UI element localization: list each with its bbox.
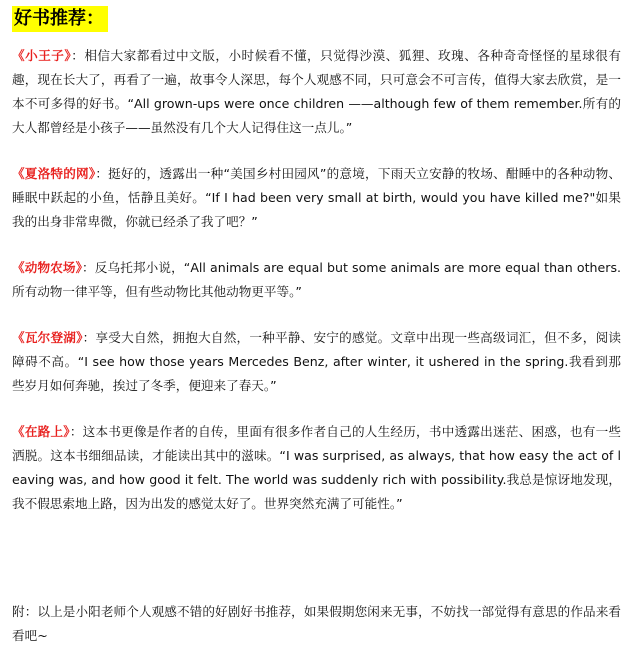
book-description: ：享受大自然，拥抱大自然，一种平静、安宁的感觉。文章中出现一些高级词汇，但不多，阅读障碍不高。“I see how those years Mercedes Benz, after winter, it ushered in the spring.我看到那些岁月如何奔驰，挨过了冬季，便迎来了春天。”: [12, 330, 622, 393]
book-description: ：挺好的，透露出一种“美国乡村田园风”的意境，下雨天立安静的牧场、酣睡中的各种动物、睡眠中跃起的小鱼，恬静且美好。“If I had been very small at birth, would you have killed me?"如果我的出身非常卑微，你就已经杀了我了吧？”: [12, 166, 621, 229]
book-entry-charlottes-web: [12, 162, 621, 234]
book-entry-little-prince: [12, 44, 621, 140]
book-entry-on-the-road: [12, 420, 621, 516]
book-title: 《小王子》: [12, 48, 72, 63]
book-entry-walden: [12, 326, 621, 398]
section-heading: 好书推荐：: [12, 6, 108, 32]
book-description: ：相信大家都看过中文版，小时候看不懂，只觉得沙漠、狐狸、玫瑰、各种奇奇怪怪的星球很有趣，现在长大了，再看了一遍，故事令人深思，每个人观感不同，只可意会不可言传，值得大家去欣赏，是一本不可多得的好书。“All grown-ups were once children ——although few of them remember.所有的大人都曾经是小孩子——虽然没有几个大人记得住这一点儿。”: [12, 48, 622, 135]
book-entry-animal-farm: [12, 256, 621, 304]
book-title: 《在路上》: [12, 424, 70, 439]
footnote: 附：以上是小阳老师个人观感不错的好剧好书推荐，如果假期您闲来无事，不妨找一部觉得有意思的作品来看看吧~: [12, 604, 621, 643]
book-description: ：这本书更像是作者的自传，里面有很多作者自己的人生经历，书中透露出迷茫、困惑，也有一些洒脱。这本书细细品读，才能读出其中的滋味。“I was surprised, as always, that how easy the act of leaving was, and how good it felt. The world was suddenly rich with possibility.我总是惊讶地发现，我不假思索地上路，因为出发的感觉太好了。世界突然充满了可能性。”: [12, 424, 622, 511]
book-title: 《动物农场》: [12, 260, 83, 275]
book-description: ：反乌托邦小说，“All animals are equal but some animals are more equal than others.所有动物一律平等，但有些动物比其他动物更平等。”: [12, 260, 622, 299]
book-title: 《夏洛特的网》: [12, 166, 96, 181]
book-title: 《瓦尔登湖》: [12, 330, 83, 345]
